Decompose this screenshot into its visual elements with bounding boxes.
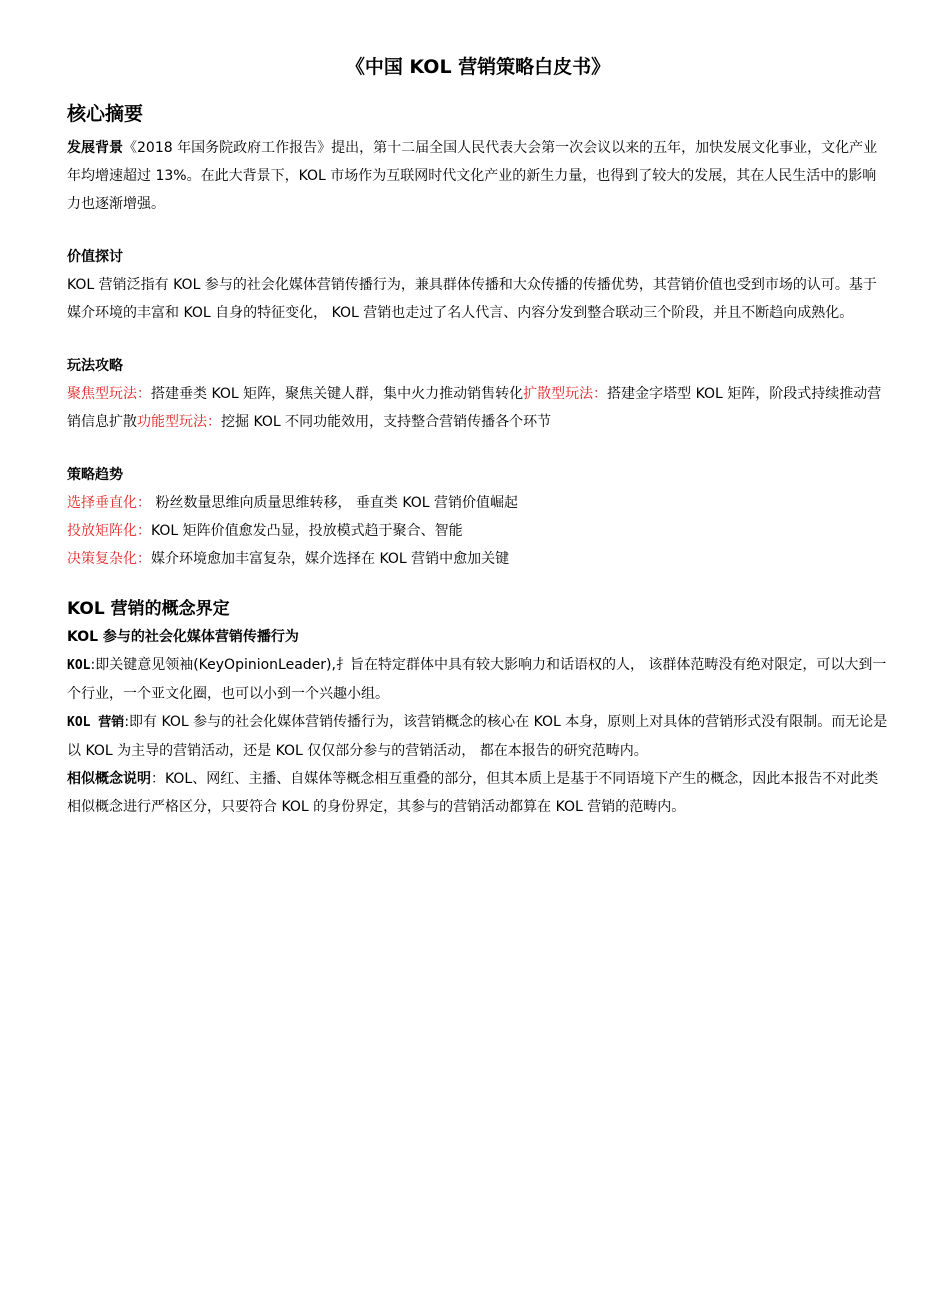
marketing-text: :即有 KOL 参与的社会化媒体营销传播行为，该营销概念的核心在 KOL 本身，原则上对具体的营销形式没有限制。而无论是以 KOL 为主导的营销活动，还是 KOL 仅仅部分参与的营销活动， 都在本报告的研究范畴内。 [67, 714, 888, 759]
kol-text: :即关键意见领袖(KeyOpinionLeader),扌旨在特定群体中具有较大影响力和话语权的人， 该群体范畴没有绝对限定，可以大到一个行业，一个亚文化圈，也可以小到一个兴趣小组。 [67, 657, 887, 702]
marketing-label: KOL 营销 [67, 715, 125, 730]
trend-item-text: KOL 矩阵价值愈发凸显，投放模式趋于聚合、智能 [151, 523, 463, 539]
trend-item-label: 选择垂直化： [67, 495, 151, 511]
value-heading: 价值探讨 [67, 249, 123, 265]
similar-label: 相似概念说明 [67, 771, 151, 787]
play-paragraph [67, 380, 889, 436]
trend-item [67, 489, 889, 517]
document-title: 《中国 KOL 营销策略白皮书》 [345, 56, 611, 78]
background-text: 《2018 年国务院政府工作报告》提出，第十二届全国人民代表大会第一次会议以来的五年，加快发展文化事业，文化产业年均增速超过 13%。在此大背景下，KOL 市场作为互联网时代文化产业的新生力量，也得到了较大的发展，其在人民生活中的影响力也逐渐增强。 [67, 140, 878, 212]
play-item-text: 搭建垂类 KOL 矩阵，聚焦关键人群，集中火力推动销售转化 [151, 386, 524, 402]
trend-item [67, 517, 889, 545]
similar-text: ：KOL、网红、主播、自媒体等概念相互重叠的部分，但其本质上是基于不同语境下产生的概念，因此本报告不对此类相似概念进行严格区分，只要符合 KOL 的身份界定，其参与的营销活动都算在 KOL 营销的范畴内。 [67, 771, 879, 815]
kol-marketing-definition [67, 708, 889, 765]
trend-item-label: 投放矩阵化： [67, 523, 151, 539]
section-heading-summary: 核心摘要 [67, 103, 144, 125]
trend-item-label: 决策复杂化： [67, 551, 151, 567]
background-label: 发展背景 [67, 140, 123, 156]
play-item-text: 搭建金字塔型 KOL 矩阵，阶段式持续推动营销信息扩散 [67, 386, 882, 430]
play-heading: 玩法攻略 [67, 358, 123, 374]
trend-heading: 策略趋势 [67, 467, 123, 483]
trend-item-text: 媒介环境愈加丰富复杂，媒介选择在 KOL 营销中愈加关键 [151, 551, 510, 567]
play-item-label: 聚焦型玩法： [67, 386, 151, 402]
concept-subheading: KOL 参与的社会化媒体营销传播行为 [67, 629, 299, 645]
background-paragraph [67, 134, 889, 218]
trend-item [67, 545, 889, 573]
similar-concept-note [67, 765, 889, 821]
play-item-text: 挖掘 KOL 不同功能效用，支持整合营销传播各个环节 [221, 414, 552, 430]
kol-label: KOL [67, 658, 91, 673]
value-paragraph: KOL 营销泛指有 KOL 参与的社会化媒体营销传播行为，兼具群体传播和大众传播的传播优势，其营销价值也受到市场的认可。基于媒介环境的丰富和 KOL 自身的特征变化， KOL 营销也走过了名人代言、内容分发到整合联动三个阶段，并且不断趋向成熟化。 [67, 277, 877, 321]
trend-item-text: 粉丝数量思维向质量思维转移， 垂直类 KOL 营销价值崛起 [151, 495, 519, 511]
kol-definition [67, 651, 889, 708]
section-heading-concept: KOL 营销的概念界定 [67, 599, 230, 619]
play-item-label: 扩散型玩法： [523, 386, 608, 402]
document-page [67, 52, 889, 821]
play-item-label: 功能型玩法： [137, 414, 221, 430]
